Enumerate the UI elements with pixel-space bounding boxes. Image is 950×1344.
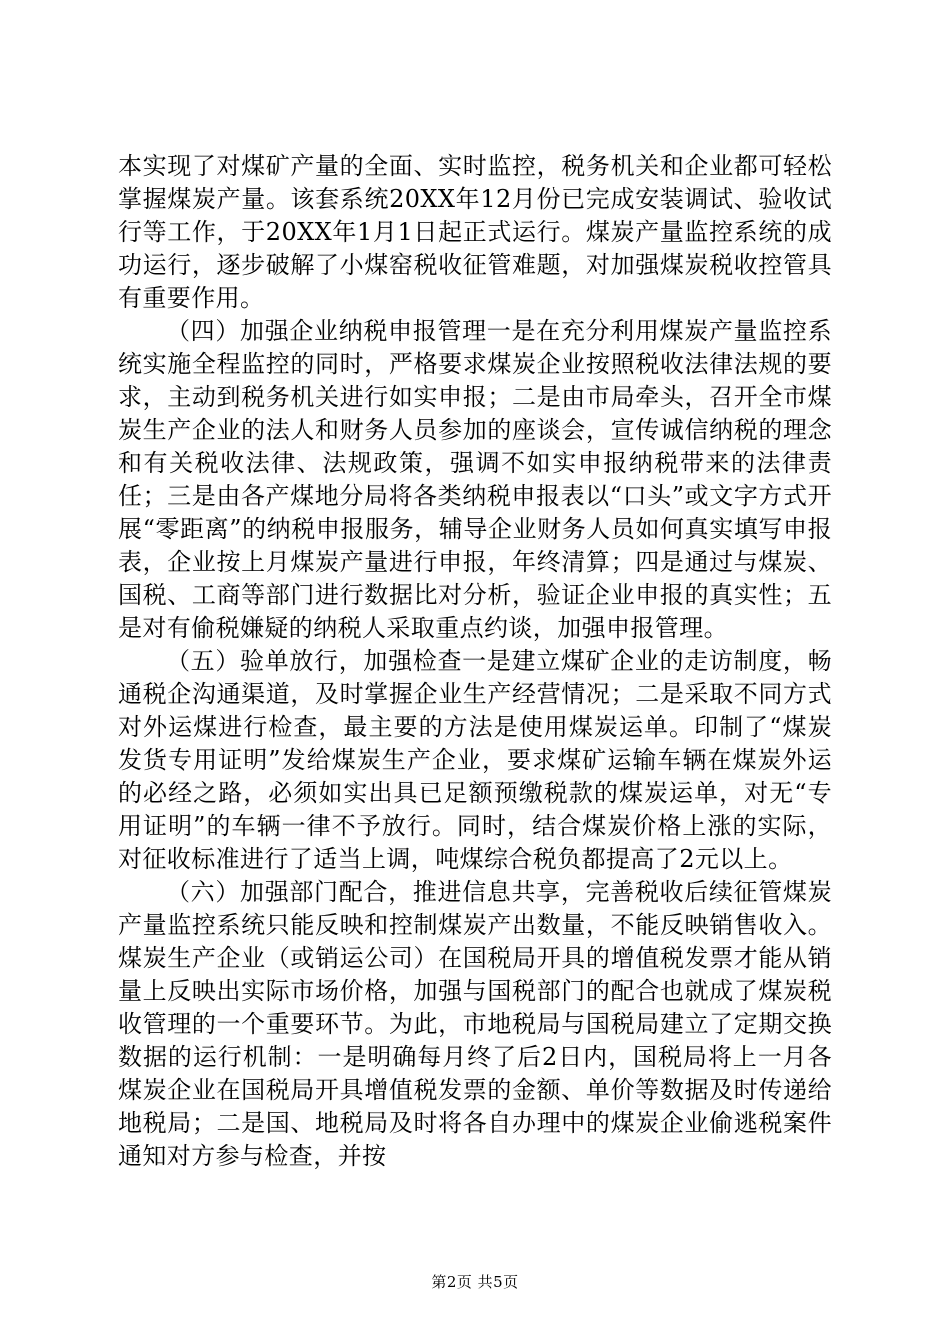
paragraph-section-4: （四）加强企业纳税申报管理一是在充分利用煤炭产量监控系统实施全程监控的同时，严格要求煤炭企业按照税收法律法规的要求，主动到税务机关进行如实申报；二是由市局牵头，召开全市煤炭生产企业的法人和财务人员参加的座谈会，宣传诚信纳税的理念和有关税收法律、法规政策，强调不如实申报纳税带来的法律责任；三是由各产煤地分局将各类纳税申报表以“口头”或文字方式开展“零距离”的纳税申报服务，辅导企业财务人员如何真实填写申报表，企业按上月煤炭产量进行申报，年终清算；四是通过与煤炭、国税、工商等部门进行数据比对分析，验证企业申报的真实性；五是对有偷税嫌疑的纳税人采取重点约谈，加强申报管理。 [118,317,832,642]
paragraph-section-6: （六）加强部门配合，推进信息共享，完善税收后续征管煤炭产量监控系统只能反映和控制煤炭产出数量，不能反映销售收入。煤炭生产企业（或销运公司）在国税局开具的增值税发票才能从销量上反映出实际市场价格，加强与国税部门的配合也就成了煤炭税收管理的一个重要环节。为此，市地税局与国税局建立了定期交换数据的运行机制：一是明确每月终了后2日内，国税局将上一月各煤炭企业在国税局开具增值税发票的金额、单价等数据及时传递给地税局；二是国、地税局及时将各自办理中的煤炭企业偷逃税案件通知对方参与检查，并按 [118,878,832,1170]
paragraph-continuation: 本实现了对煤矿产量的全面、实时监控，税务机关和企业都可轻松掌握煤炭产量。该套系统20XX年12月份已完成安装调试、验收试行等工作，于20XX年1月1日起正式运行。煤炭产量监控系统的成功运行，逐步破解了小煤窑税收征管难题，对加强煤炭税收控管具有重要作用。 [118,152,832,312]
paragraph-section-5: （五）验单放行，加强检查一是建立煤矿企业的走访制度，畅通税企沟通渠道，及时掌握企业生产经营情况；二是采取不同方式对外运煤进行检查，最主要的方法是使用煤炭运单。印制了“煤炭发货专用证明”发给煤炭生产企业，要求煤矿运输车辆在煤炭外运的必经之路，必须如实出具已足额预缴税款的煤炭运单，对无“专用证明”的车辆一律不予放行。同时，结合煤炭价格上涨的实际，对征收标准进行了适当上调，吨煤综合税负都提高了2元以上。 [118,647,832,873]
document-body [118,150,832,1173]
page-number-footer: 第2页 共5页 [431,1273,519,1291]
